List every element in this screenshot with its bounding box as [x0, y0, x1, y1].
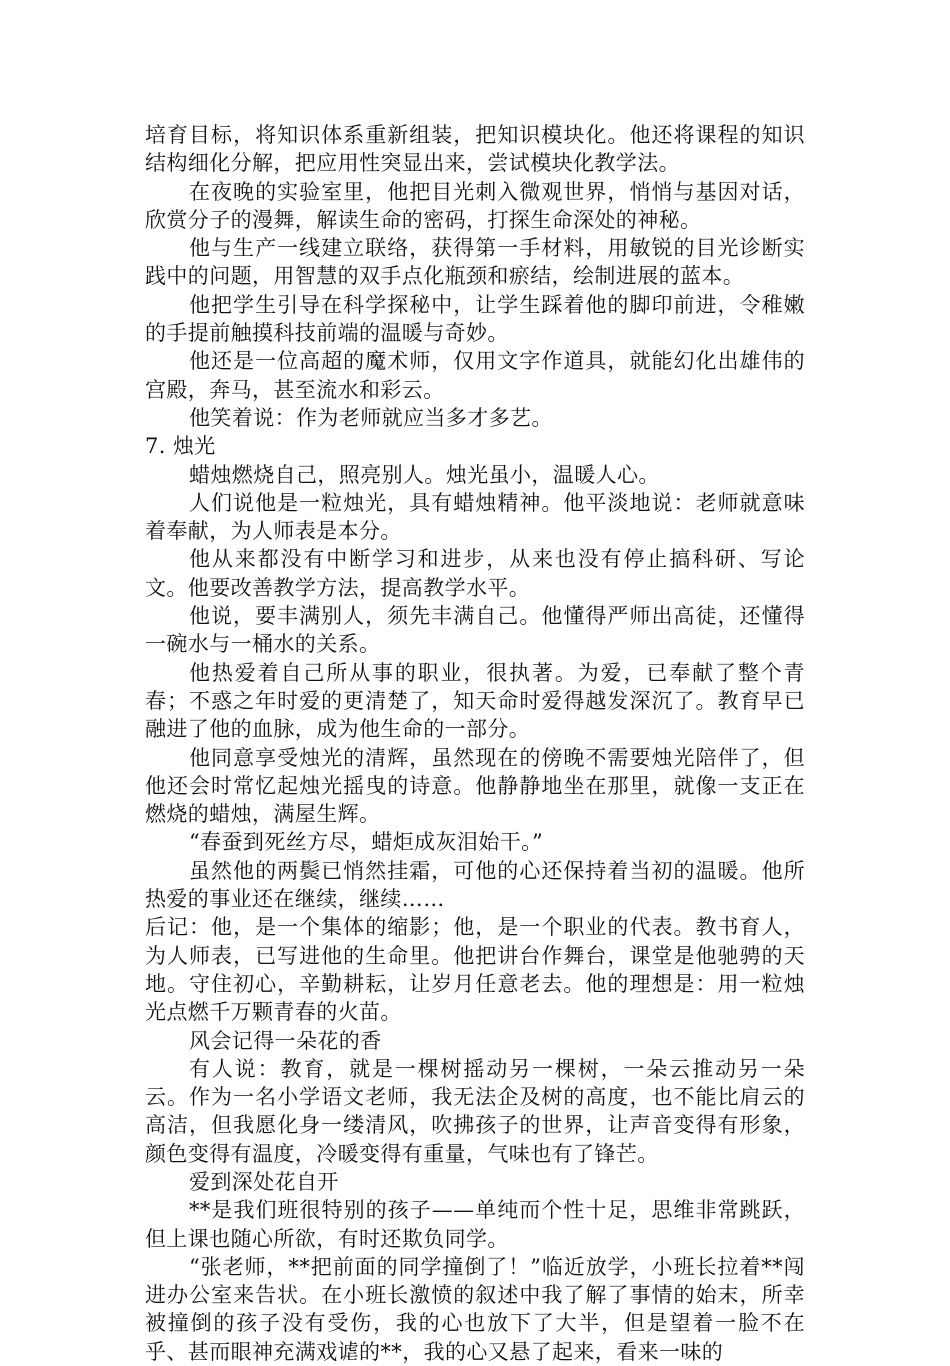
- paragraph: 在夜晚的实验室里，他把目光刺入微观世界，悄悄与基因对话，欣赏分子的漫舞，解读生命的密码，打探生命深处的神秘。: [145, 179, 805, 232]
- paragraph: 他把学生引导在科学探秘中，让学生踩着他的脚印前进，令稚嫩的手提前触摸科技前端的温暖与奇妙。: [145, 292, 805, 346]
- paragraph: 他笑着说：作为老师就应当多才多艺。: [189, 405, 553, 430]
- article-title: 风会记得一朵花的香: [189, 1028, 382, 1053]
- paragraph: “张老师，**把前面的同学撞倒了！”临近放学，小班长拉着**闯进办公室来告状。在小班长激愤的叙述中我了解了事情的始末，所幸被撞倒的孩子没有受伤，我的心也放下了大半，但是望着一脸不在乎、甚而眼神充满戏谑的**，我的心又悬了起来，看来一味的: [145, 1254, 805, 1364]
- paragraph: 蜡烛燃烧自己，照亮别人。烛光虽小，温暖人心。: [189, 462, 660, 487]
- paragraph: 培育目标，将知识体系重新组装，把知识模块化。他还将课程的知识结构细化分解，把应用性突显出来，尝试模块化教学法。: [145, 123, 805, 176]
- afterword-paragraph: 后记：他，是一个集体的缩影；他，是一个职业的代表。教书育人，为人师表，已写进他的生命里。他把讲台作舞台，课堂是他驰骋的天地。守住初心，辛勤耕耘，让岁月任意老去。他的理想是：用一粒烛光点燃千万颗青春的火苗。: [145, 915, 805, 1025]
- paragraph: **是我们班很特别的孩子——单纯而个性十足，思维非常跳跃，但上课也随心所欲，有时还欺负同学。: [145, 1198, 805, 1251]
- paragraph: 他说，要丰满别人，须先丰满自己。他懂得严师出高徒，还懂得一碗水与一桶水的关系。: [145, 604, 805, 657]
- paragraph: 他同意享受烛光的清辉，虽然现在的傍晚不需要烛光陪伴了，但他还会时常忆起烛光摇曳的诗意。他静静地坐在那里，就像一支正在燃烧的蜡烛，满屋生辉。: [145, 745, 805, 827]
- paragraph: 他还是一位高超的魔术师，仅用文字作道具，就能幻化出雄伟的宫殿，奔马，甚至流水和彩云。: [145, 349, 805, 402]
- paragraph: 虽然他的两鬓已悄然挂霜，可他的心还保持着当初的温暖。他所热爱的事业还在继续，继续……: [145, 858, 805, 912]
- section-heading: 7. 烛光: [145, 434, 216, 459]
- paragraph: 人们说他是一粒烛光，具有蜡烛精神。他平淡地说：老师就意味着奉献，为人师表是本分。: [145, 490, 805, 544]
- document-page: [145, 121, 805, 1366]
- paragraph: 有人说：教育，就是一棵树摇动另一棵树，一朵云推动另一朵云。作为一名小学语文老师，我无法企及树的高度，也不能比肩云的高洁，但我愿化身一缕清风，吹拂孩子的世界，让声音变得有形象，颜色变得有温度，冷暖变得有重量，气味也有了锋芒。: [145, 1056, 805, 1166]
- paragraph: 他热爱着自己所从事的职业，很执著。为爱，已奉献了整个青春；不惑之年时爱的更清楚了，知天命时爱得越发深沉了。教育早已融进了他的血脉，成为他生命的一部分。: [145, 660, 805, 742]
- paragraph: 他与生产一线建立联络，获得第一手材料，用敏锐的目光诊断实践中的问题，用智慧的双手点化瓶颈和瘀结，绘制进展的蓝本。: [145, 236, 805, 289]
- quote-paragraph: “春蚕到死丝方尽，蜡炬成灰泪始干。”: [189, 830, 544, 855]
- section-heading: 爱到深处花自开: [189, 1169, 339, 1194]
- paragraph: 他从来都没有中断学习和进步，从来也没有停止搞科研、写论文。他要改善教学方法，提高教学水平。: [145, 547, 805, 600]
